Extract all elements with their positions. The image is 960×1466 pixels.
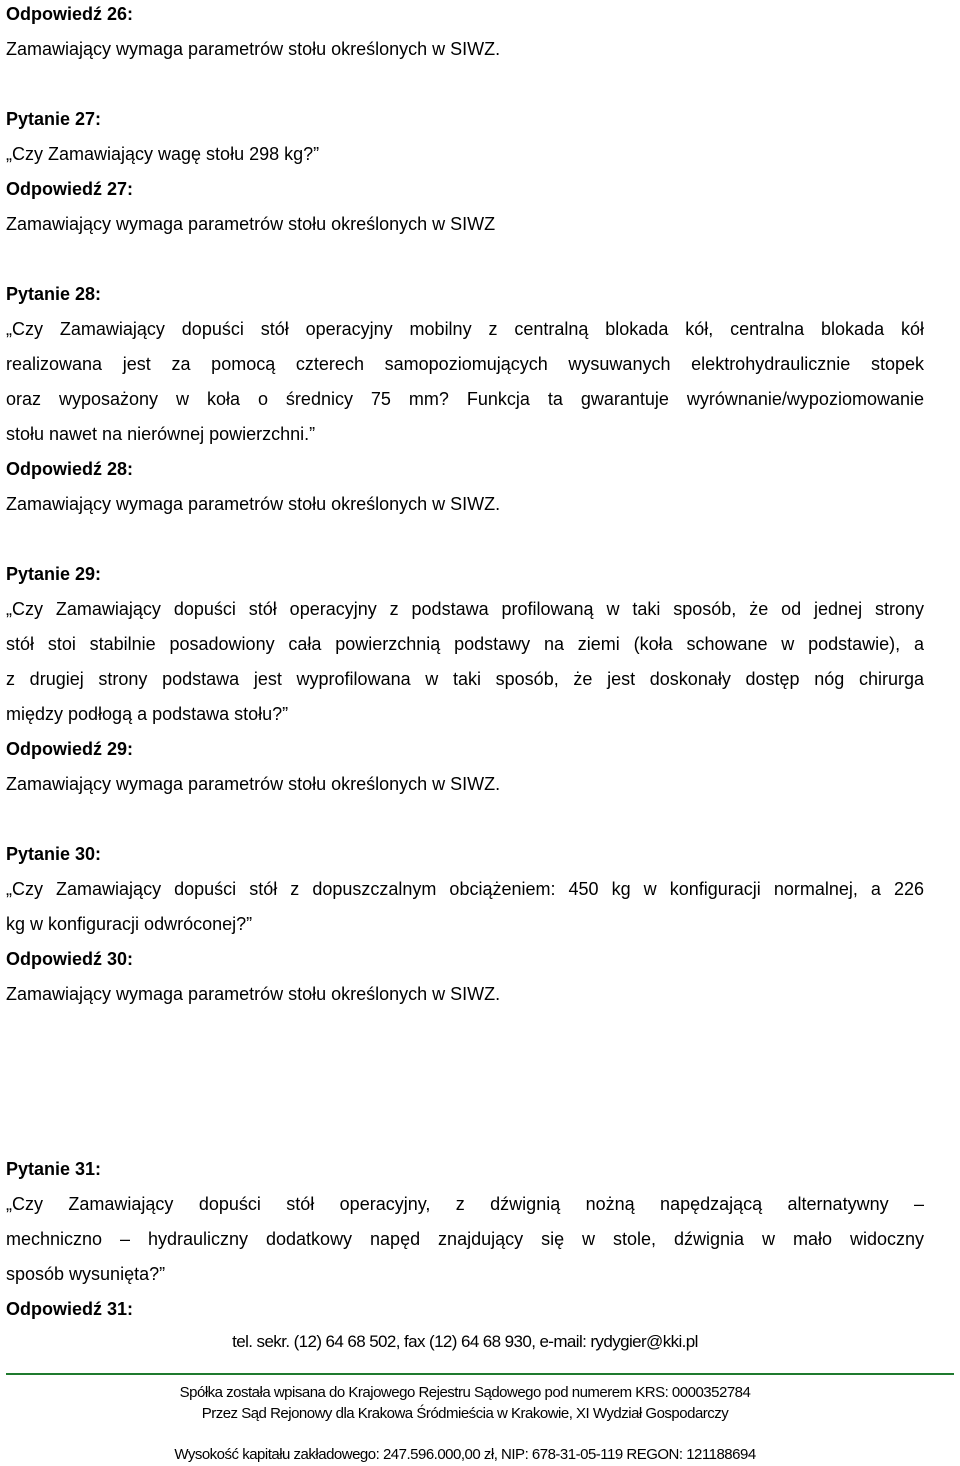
answer-30-label: Odpowiedź 30: <box>6 949 134 969</box>
question-27-label: Pytanie 27: <box>6 109 102 129</box>
question-31-line-2: mechniczno – hydrauliczny dodatkowy napęd znajdujący się w stole, dźwignia w mało widoczny <box>6 1229 924 1249</box>
question-27-text: „Czy Zamawiający wagę stołu 298 kg?” <box>6 144 320 164</box>
question-30-line-2: kg w konfiguracji odwróconej?” <box>6 914 253 934</box>
question-29-line-3: z drugiej strony podstawa jest wyprofilowana w taki sposób, że jest doskonały dostęp nóg chirurga <box>6 669 924 689</box>
question-28-line-3: oraz wyposażony w koła o średnicy 75 mm? Funkcja ta gwarantuje wyrównanie/wypoziomowanie <box>6 389 924 409</box>
answer-26-text: Zamawiający wymaga parametrów stołu określonych w SIWZ. <box>6 39 501 59</box>
question-28-line-2: realizowana jest za pomocą czterech samopoziomujących wysuwanych elektrohydraulicznie stopek <box>6 354 924 374</box>
question-28-line-1: „Czy Zamawiający dopuści stół operacyjny mobilny z centralną blokada kół, centralna blokada kół <box>6 319 924 339</box>
question-29-line-4: między podłogą a podstawa stołu?” <box>6 704 289 724</box>
answer-29-text: Zamawiający wymaga parametrów stołu określonych w SIWZ. <box>6 774 501 794</box>
footer-contact: tel. sekr. (12) 64 68 502, fax (12) 64 68 930, e-mail: rydygier@kki.pl <box>232 1332 698 1351</box>
answer-27-label: Odpowiedź 27: <box>6 179 134 199</box>
question-29-line-2: stół stoi stabilnie posadowiony cała powierzchnią podstawy na ziemi (koła schowane w podstawie), a <box>6 634 924 654</box>
question-29-label: Pytanie 29: <box>6 564 102 584</box>
footer-krs: Spółka została wpisana do Krajowego Rejestru Sądowego pod numerem KRS: 0000352784 <box>179 1384 751 1401</box>
answer-28-label: Odpowiedź 28: <box>6 459 134 479</box>
question-31-label: Pytanie 31: <box>6 1159 102 1179</box>
question-30-line-1: „Czy Zamawiający dopuści stół z dopuszczalnym obciążeniem: 450 kg w konfiguracji normalnej, a 226 <box>6 879 924 899</box>
question-31-line-1: „Czy Zamawiający dopuści stół operacyjny, z dźwignią nożną napędzającą alternatywny – <box>6 1194 924 1214</box>
answer-29-label: Odpowiedź 29: <box>6 739 134 759</box>
answer-30-text: Zamawiający wymaga parametrów stołu określonych w SIWZ. <box>6 984 501 1004</box>
question-28-label: Pytanie 28: <box>6 284 102 304</box>
answer-27-text: Zamawiający wymaga parametrów stołu określonych w SIWZ <box>6 214 496 234</box>
question-28-line-4: stołu nawet na nierównej powierzchni.” <box>6 424 316 444</box>
footer-divider <box>6 1373 954 1375</box>
question-31-line-3: sposób wysunięta?” <box>6 1264 166 1284</box>
question-29-line-1: „Czy Zamawiający dopuści stół operacyjny z podstawa profilowaną w taki sposób, że od jednej strony <box>6 599 924 619</box>
footer-capital: Wysokość kapitału zakładowego: 247.596.000,00 zł, NIP: 678-31-05-119 REGON: 121188694 <box>174 1446 756 1463</box>
answer-26-label: Odpowiedź 26: <box>6 4 134 24</box>
answer-28-text: Zamawiający wymaga parametrów stołu określonych w SIWZ. <box>6 494 501 514</box>
question-30-label: Pytanie 30: <box>6 844 102 864</box>
answer-31-label: Odpowiedź 31: <box>6 1299 134 1319</box>
footer-court: Przez Sąd Rejonowy dla Krakowa Śródmieścia w Krakowie, XI Wydział Gospodarczy <box>201 1405 729 1422</box>
